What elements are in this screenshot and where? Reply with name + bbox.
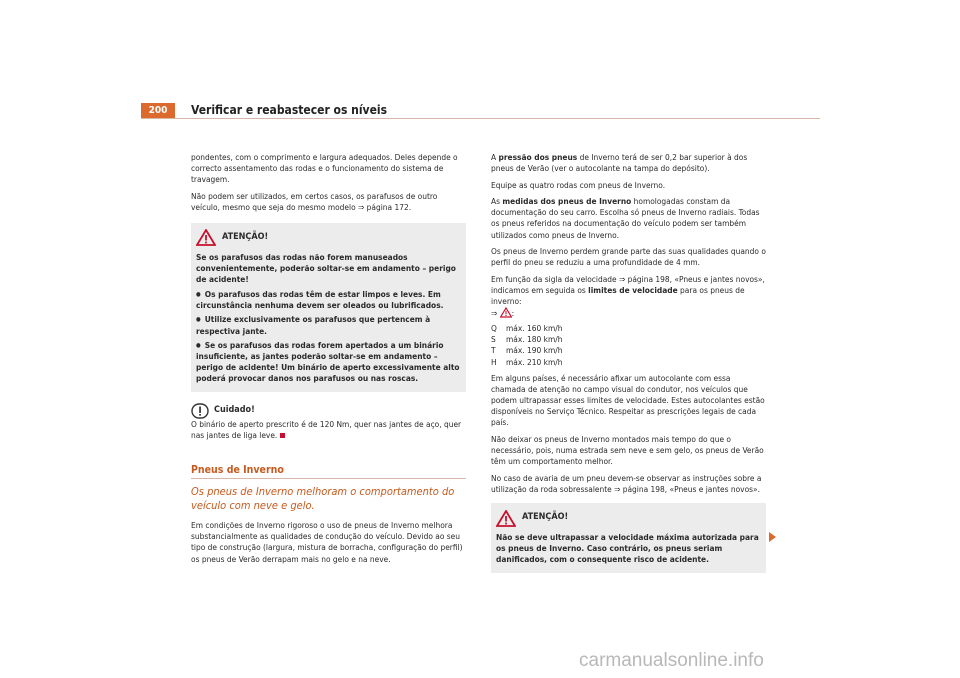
caution-title: Cuidado!: [214, 404, 255, 415]
equip-paragraph: Equipe as quatro rodas com pneus de Inverno.: [491, 179, 666, 190]
bold-term: limites de velocidade: [588, 284, 678, 295]
reference-arrow: ⇒: [491, 308, 498, 319]
warning-triangle-icon: [196, 229, 216, 246]
tread-depth-paragraph: Os pneus de Inverno perdem grande parte das suas qualidades quando o perfil do pneu se reduziu a uma profundidade de 4 mm.: [491, 246, 766, 268]
warning-box-speed: [491, 503, 766, 573]
warning-bullet: ● Se os parafusos das rodas forem apertados a um binário insuficiente, as jantes poderão soltar-se em andamento – perigo de acidente! Um binário de aperto excessivamente alto poderá provocar danos nos parafusos ou nas roscas.: [196, 340, 461, 384]
warning-header: [196, 228, 461, 248]
text-span: A: [491, 152, 499, 162]
speed-code: S: [491, 334, 496, 345]
section-end-marker: [280, 433, 285, 438]
speed-code: Q: [491, 323, 497, 334]
removal-paragraph: Não deixar os pneus de Inverno montados mais tempo do que o necessário, pois, numa estrada sem neve e sem gelo, os pneus de Verão têm um comportamento melhor.: [491, 434, 764, 467]
bold-term: pressão dos pneus: [498, 152, 578, 162]
sticker-paragraph: Em alguns países, é necessário afixar um autocolante com essa chamada de atenção no campo visual do condutor, nos veículos que podem ultrapassar esses limites de velocidade. Estes autocolantes estão disponíveis no Serviço Técnico. Respeitar as prescrições legais de cada país.: [491, 373, 765, 428]
warning-title: ATENÇÃO!: [522, 512, 569, 523]
warning-text: Não se deve ultrapassar a velocidade máxima autorizada para os pneus de Inverno. Caso contrário, os pneus seriam danificados, com o consequente risco de acidente.: [496, 532, 759, 565]
text-span: de Inverno terá de ser 0,2 bar superior à dos pneus de Verão (ver o autocolante na tampa do depósito).: [491, 152, 748, 174]
list-item: [491, 334, 766, 345]
speed-code: H: [491, 356, 497, 367]
text-span: :: [511, 308, 515, 319]
section-title-winter-tyres: Pneus de Inverno: [191, 465, 466, 479]
intro-paragraph-2: Não podem ser utilizados, em certos casos, os parafusos de outro veículo, mesmo que seja do mesmo modelo ⇒ página 172.: [191, 190, 438, 212]
text-span: Em função da sigla da velocidade ⇒ página 198, «Pneus e jantes novos», indicamos em seguida os: [491, 273, 765, 295]
spare-wheel-paragraph: No caso de avaria de um pneu devem-se observar as instruções sobre a utilização da roda sobressalente ⇒ página 198, «Pneus e jantes novos».: [491, 472, 762, 494]
tyre-sizes-paragraph: [491, 196, 766, 240]
warning-triangle-icon: [500, 307, 512, 318]
bold-term: medidas dos pneus de Inverno: [502, 196, 632, 207]
warning-triangle-icon: [496, 510, 516, 527]
list-item: [491, 357, 766, 368]
left-column: [191, 152, 466, 570]
speed-limit: máx. 210 km/h: [506, 356, 563, 367]
speed-limit-list: [491, 323, 766, 367]
warning-bullet: ● Os parafusos das rodas têm de estar limpos e leves. Em circunstância nenhuma devem ser oleados ou lubrificados.: [196, 289, 461, 311]
warning-header: [496, 508, 761, 528]
intro-paragraph-1: pondentes, com o comprimento e largura adequados. Deles depende o correcto assentamento das rodas e o funcionamento do sistema de travagem.: [191, 152, 458, 185]
warning-lead: Se os parafusos das rodas não forem manuseados convenientemente, poderão soltar-se em andamento – perigo de acidente!: [196, 251, 456, 285]
warning-bullet: ● Utilize exclusivamente os parafusos que pertencem à respectiva jante.: [196, 314, 461, 336]
speed-limit: máx. 190 km/h: [506, 345, 563, 356]
speed-limit: máx. 180 km/h: [506, 334, 563, 345]
list-item: [491, 323, 766, 334]
list-item: [491, 345, 766, 356]
header-divider: [141, 118, 820, 119]
warning-box-bolts: [191, 223, 466, 392]
warning-title: ATENÇÃO!: [222, 232, 269, 243]
section-subtitle: Os pneus de Inverno melhoram o comportamento do veículo com neve e gelo.: [191, 485, 455, 513]
section-paragraph: Em condições de Inverno rigoroso o uso de pneus de Inverno melhora substancialmente as qualidades de condução do veículo. Devido ao seu tipo de construção (largura, mistura de borracha, configuração do perfil) os pneus de Verão derrapam mais no gelo e na neve.: [191, 520, 463, 564]
speed-limits-intro: [491, 274, 766, 319]
text-span: As: [491, 196, 503, 207]
caution-header: [191, 402, 466, 419]
page-number: 200: [141, 103, 175, 118]
speed-code: T: [491, 345, 496, 356]
speed-limit: máx. 160 km/h: [506, 323, 563, 334]
continue-arrow-icon: [769, 532, 776, 542]
text-span: homologadas constam da documentação do seu carro. Escolha só pneus de Inverno radiais. Todas os pneus referidos na documentação do veículo podem ser também utilizados como pneus de Inverno.: [491, 196, 760, 240]
caution-exclamation-icon: [191, 403, 209, 419]
right-column: [491, 152, 766, 583]
caution-text-block: [191, 419, 466, 441]
tyre-pressure-paragraph: [491, 152, 766, 174]
caution-text: O binário de aperto prescrito é de 120 Nm, quer nas jantes de aço, quer nas jantes de liga leve.: [191, 419, 462, 441]
page-header-title: Verificar e reabastecer os níveis: [191, 103, 388, 117]
text-span: para os pneus de inverno:: [491, 284, 745, 307]
watermark: carmanualsonline.info: [579, 650, 764, 671]
